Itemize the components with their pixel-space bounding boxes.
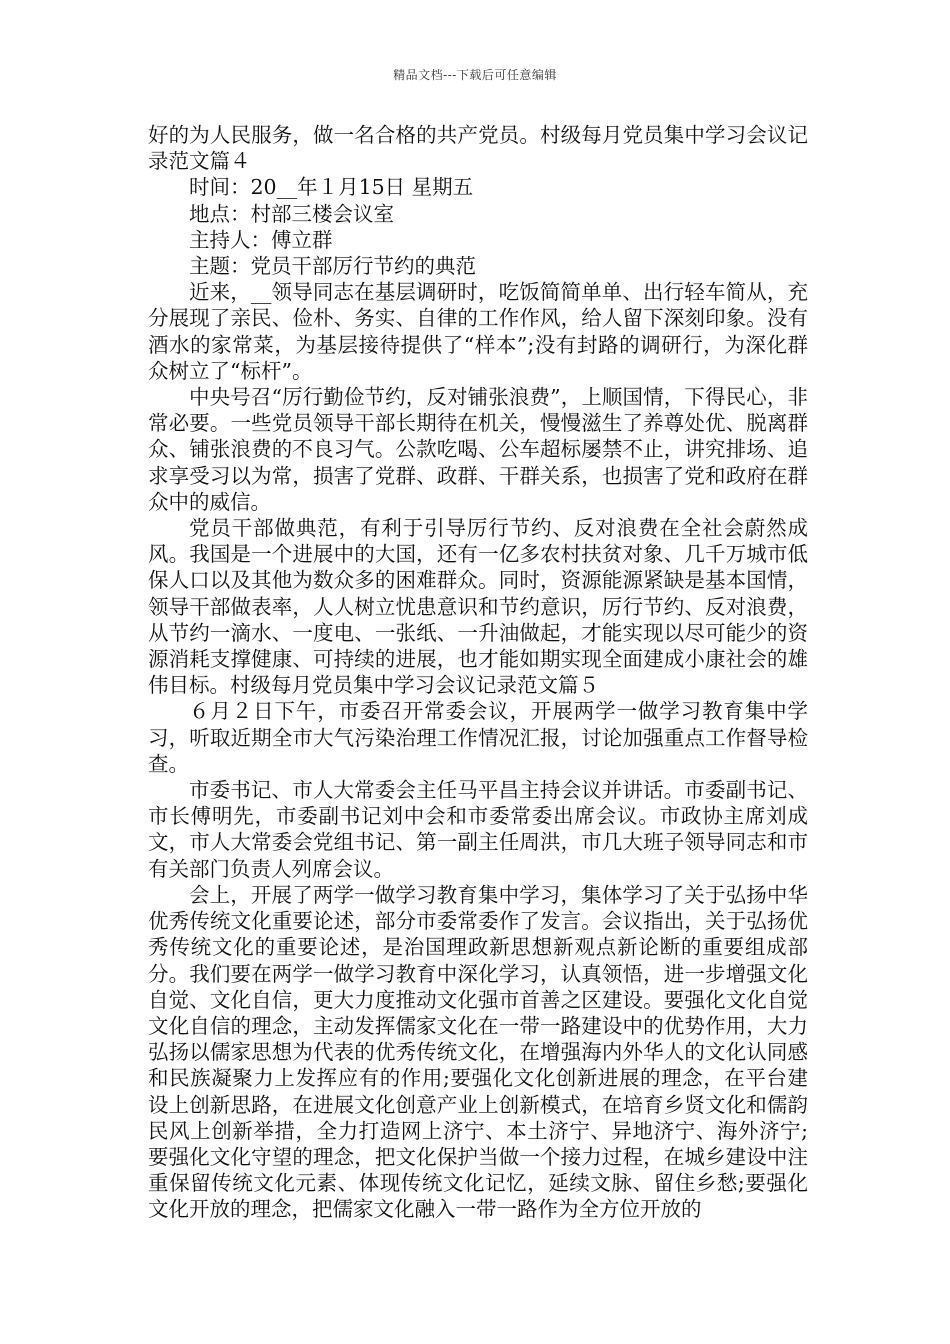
header-note: 精品文档---下载后可任意编辑 — [393, 68, 557, 82]
paragraph: 会上，开展了两学一做学习教育集中学习，集体学习了关于弘扬中华优秀传统文化重要论述，部分市委常委作了发言。会议指出，关于弘扬优秀传统文化的重要论述，是治国理政新思想新观点新论断的重要组成部分。我们要在两学一做学习教育中深化学习，认真领悟，进一步增强文化自觉、文化自信，更大力度推动文化强市首善之区建设。要强化文化自觉文化自信的理念，主动发挥儒家文化在一带一路建设中的优势作用，大力弘扬以儒家思想为代表的优秀传统文化，在增强海内外华人的文化认同感和民族凝聚力上发挥应有的作用;要强化文化创新进展的理念，在平台建设上创新思路，在进展文化创意产业上创新模式，在培育乡贤文化和儒韵民风上创新举措，全力打造网上济宁、本土济宁、异地济宁、海外济宁;要强化文化守望的理念，把文化保护当做一个接力过程，在城乡建设中注重保留传统文化元素、体现传统文化记忆，延续文脉、留住乡愁;要强化文化开放的理念，把儒家文化融入一带一路作为全方位开放的 — [148, 882, 808, 1222]
paragraph: ６月２日下午，市委召开常委会议，开展两学一做学习教育集中学习，听取近期全市大气污染治理工作情况汇报，讨论加强重点工作督导检查。 — [148, 699, 808, 776]
meeting-time: 时间：20__年１月15日 星期五 — [189, 175, 474, 200]
paragraph: 中央号召“厉行勤俭节约，反对铺张浪费”，上顺国情，下得民心，非常必要。一些党员领导干部长期待在机关，慢慢滋生了养尊处优、脱离群众、铺张浪费的不良习气。公款吃喝、公车超标屡禁不止，讲究排场、追求享受习以为常，损害了党群、政群、干群关系，也损害了党和政府在群众中的威信。 — [148, 385, 808, 514]
paragraph: 市委书记、市人大常委会主任马平昌主持会议并讲话。市委副书记、市长傅明先，市委副书记刘中会和市委常委出席会议。市政协主席刘成文，市人大常委会党组书记、第一副主任周洪，市几大班子领导同志和市有关部门负责人列席会议。 — [148, 778, 808, 881]
meeting-topic: 主题：党员干部厉行节约的典范 — [189, 254, 476, 279]
paragraph: 党员干部做典范，有利于引导厉行节约、反对浪费在全社会蔚然成风。我国是一个进展中的大国，还有一亿多农村扶贫对象、几千万城市低保人口以及其他为数众多的困难群众。同时，资源能源紧缺是基本国情，领导干部做表率，人人树立忧患意识和节约意识，厉行节约、反对浪费，从节约一滴水、一度电、一张纸、一升油做起，才能实现以尽可能少的资源消耗支撑健康、可持续的进展，也才能如期实现全面建成小康社会的雄伟目标。村级每月党员集中学习会议记录范文篇５ — [148, 516, 808, 698]
meeting-location: 地点：村部三楼会议室 — [189, 201, 394, 226]
meeting-host: 主持人：傅立群 — [189, 227, 333, 252]
paragraph-continuation: 好的为人民服务，做一名合格的共产党员。村级每月党员集中学习会议记录范文篇４ — [148, 123, 808, 174]
paragraph: 近来，__领导同志在基层调研时，吃饭简简单单、出行轻车简从，充分展现了亲民、俭朴、务实、自律的工作作风，给人留下深刻印象。没有酒水的家常菜，为基层接待提供了“样本”;没有封路的调研行，为深化群众树立了“标杆”。 — [148, 280, 808, 383]
document-body — [148, 122, 808, 1223]
